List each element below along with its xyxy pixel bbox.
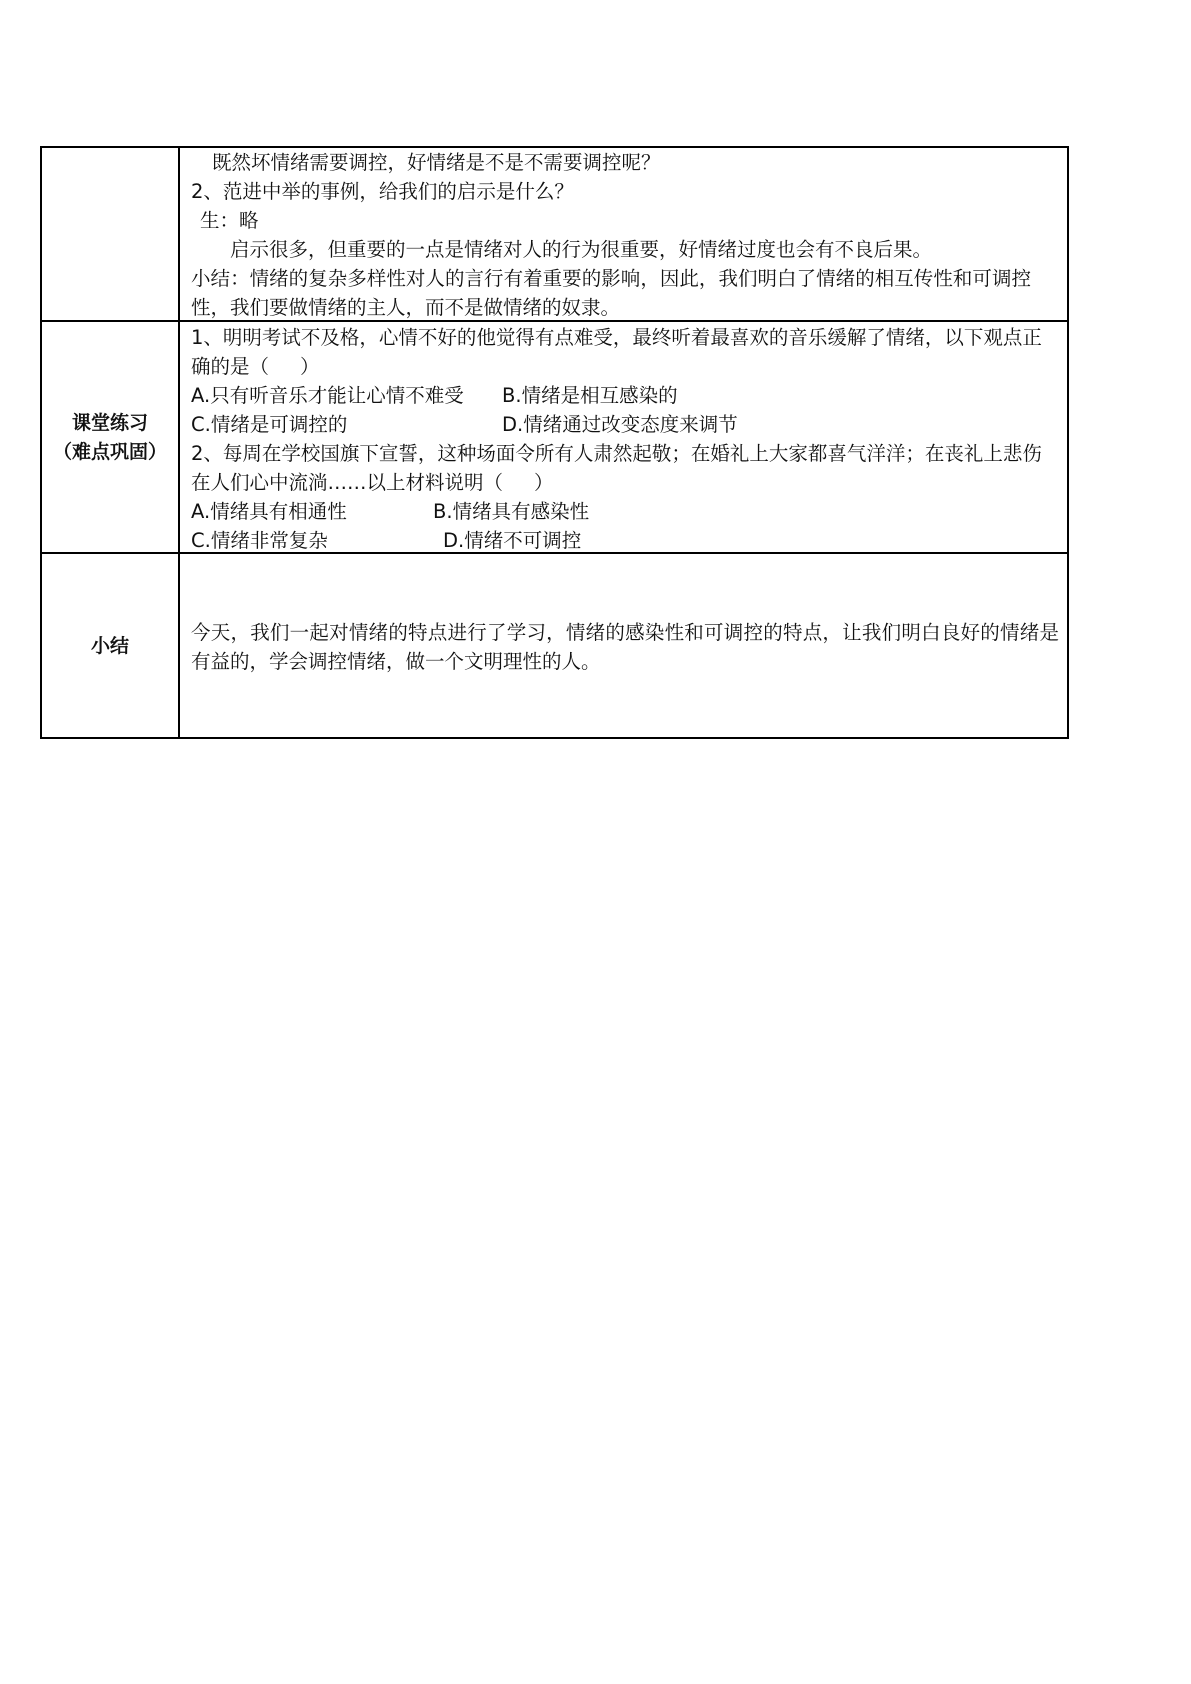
question-2-stem: 2、每周在学校国旗下宣誓，这种场面令所有人肃然起敬；在婚礼上大家都喜气洋洋；在丧礼上悲伤 (191, 442, 1042, 465)
question-2-option-a: A.情绪具有相通性 (191, 500, 347, 523)
practice-label-cell (42, 322, 178, 552)
summary-line: 有益的，学会调控情绪，做一个文明理性的人。 (191, 650, 601, 673)
question-1-option-d: D.情绪通过改变态度来调节 (502, 413, 738, 436)
discussion-line: 既然坏情绪需要调控，好情绪是不是不需要调控呢？ (212, 151, 661, 174)
practice-content-cell (180, 322, 1067, 552)
summary-label-cell (42, 554, 178, 737)
practice-label: 课堂练习 (71, 412, 148, 434)
summary-content-cell (180, 554, 1067, 737)
discussion-question: 2、范进中举的事例，给我们的启示是什么？ (191, 180, 574, 203)
discussion-content-cell (180, 148, 1067, 320)
question-1-stem: 确的是（ ） (191, 355, 320, 378)
question-2-stem: 在人们心中流淌……以上材料说明（ ） (191, 471, 554, 494)
summary-line: 今天，我们一起对情绪的特点进行了学习，情绪的感染性和可调控的特点，让我们明白良好的情绪是 (191, 621, 1059, 644)
discussion-summary-line: 小结：情绪的复杂多样性对人的言行有着重要的影响，因此，我们明白了情绪的相互传性和可调控 (191, 267, 1031, 290)
question-1-option-b: B.情绪是相互感染的 (502, 384, 678, 407)
question-1-option-c: C.情绪是可调控的 (191, 413, 348, 436)
question-1-stem: 1、明明考试不及格，心情不好的他觉得有点难受，最终听着最喜欢的音乐缓解了情绪，以下观点正 (191, 326, 1042, 349)
question-2-option-d: D.情绪不可调控 (443, 529, 582, 552)
discussion-student-answer: 生：略 (200, 209, 259, 232)
discussion-label-cell (42, 148, 178, 320)
discussion-line: 启示很多，但重要的一点是情绪对人的行为很重要，好情绪过度也会有不良后果。 (230, 238, 933, 261)
question-1-option-a: A.只有听音乐才能让心情不难受 (191, 384, 464, 407)
summary-label: 小结 (90, 635, 129, 657)
discussion-summary-line: 性，我们要做情绪的主人，而不是做情绪的奴隶。 (191, 296, 621, 319)
question-2-option-c: C.情绪非常复杂 (191, 529, 328, 552)
question-2-option-b: B.情绪具有感染性 (433, 500, 590, 523)
practice-sublabel: （难点巩固） (52, 441, 167, 463)
